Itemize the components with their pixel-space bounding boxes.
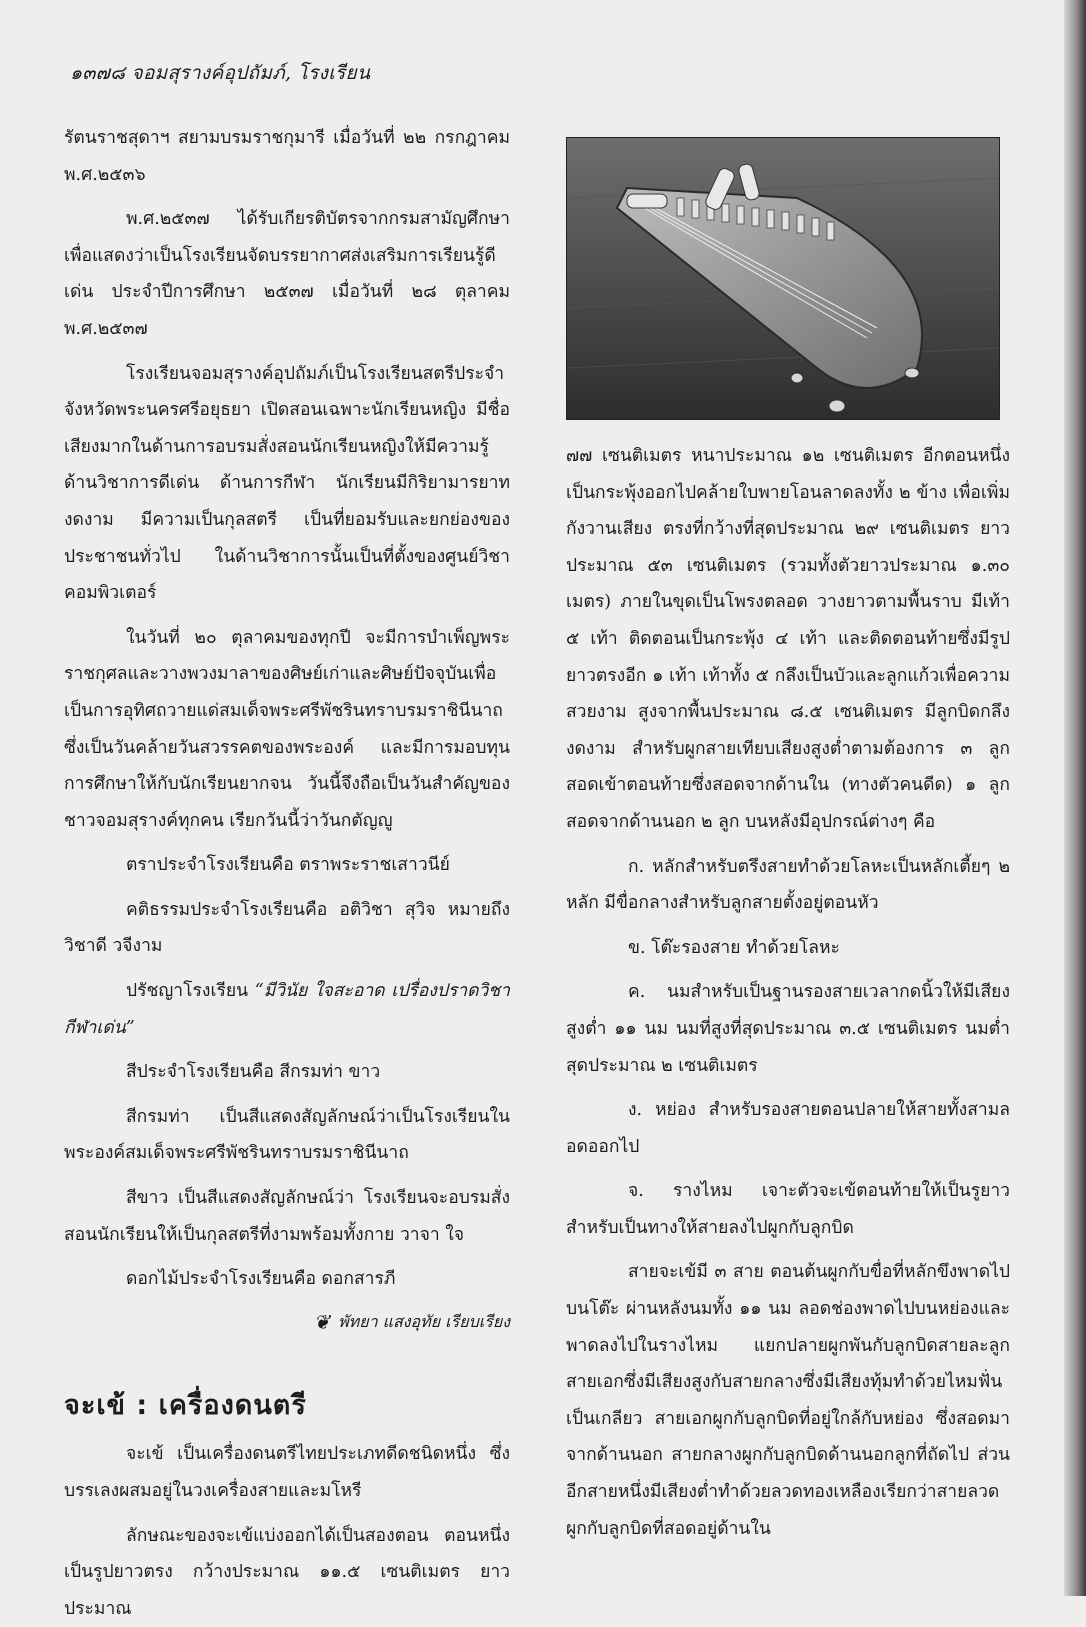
section-title: จะเข้ : เครื่องดนตรี: [64, 1390, 307, 1422]
list-item: ก. หลักสำหรับตรึงสายทำด้วยโลหะเป็นหลักเตี้ยๆ ๒ หลัก มีขื่อกลางสำหรับลูกสายตั้งอยู่ตอนหัว: [566, 856, 1010, 914]
running-head: ๑๓๗๘ จอมสุรางค์อุปถัมภ์, โรงเรียน: [70, 62, 371, 84]
paragraph: สีประจำโรงเรียนคือ สีกรมท่า ขาว: [126, 1062, 381, 1083]
jakhe-photo: [566, 137, 1000, 420]
paragraph: สายจะเข้มี ๓ สาย ตอนต้นผูกกับขื่อที่หลักขึงพาดไปบนโต๊ะ ผ่านหลังนมทั้ง ๑๑ นม ลอดช่องพาดไปบนหย่องและพาดลงไปในรางไหม แยกปลายผูกพันกับลูกบิดสายละลูก สายเอกซึ่งมีเสียงสูงกับสายกลางซึ่งมีเสียงทุ้มทำด้วยไหมฟั่นเป็นเกลียว สายเอกผูกกับลูกบิดที่อยู่ใกล้กับหย่อง ซึ่งสอดมาจากด้านนอก สายกลางผูกกับลูกบิดด้านนอกลูกที่ถัดไป ส่วนอีกสายหนึ่งมีเสียงต่ำทำด้วยลวดทองเหลืองเรียกว่าสายลวด ผูกกับลูกบิดที่สอดอยู่ด้านใน: [566, 1262, 1010, 1539]
paragraph: โรงเรียนจอมสุรางค์อุปถัมภ์เป็นโรงเรียนสตรีประจำจังหวัดพระนครศรีอยุธยา เปิดสอนเฉพาะนักเรียนหญิง มีชื่อเสียงมากในด้านการอบรมสั่งสอนนักเรียนหญิงให้มีความรู้ด้านวิชาการดีเด่น ด้านการกีฬา นักเรียนมีกิริยามารยาทงดงาม มีความเป็นกุลสตรี เป็นที่ยอมรับและยกย่องของประชาชนทั่วไป ในด้านวิชาการนั้นเป็นที่ตั้งของศูนย์วิชาคอมพิวเตอร์: [64, 363, 510, 604]
philosophy-prefix: ปรัชญาโรงเรียน: [126, 981, 255, 1002]
paragraph: สีกรมท่า เป็นสีแสดงสัญลักษณ์ว่าเป็นโรงเรียนในพระองค์สมเด็จพระศรีพัชรินทราบรมราชินีนาถ: [64, 1106, 510, 1164]
list-item: ค. นมสำหรับเป็นฐานรองสายเวลากดนิ้วให้มีเสียงสูงต่ำ ๑๑ นม นมที่สูงที่สุดประมาณ ๓.๕ เซนติเมตร นมต่ำสุดประมาณ ๒ เซนติเมตร: [566, 982, 1010, 1076]
paragraph: ลักษณะของจะเข้แบ่งออกได้เป็นสองตอน ตอนหนึ่งเป็นรูปยาวตรง กว้างประมาณ ๑๑.๕ เซนติเมตร ยาวประมาณ: [64, 1525, 510, 1619]
philosophy-paragraph: [64, 973, 510, 1046]
paragraph: สีขาว เป็นสีแสดงสัญลักษณ์ว่า โรงเรียนจะอบรมสั่งสอนนักเรียนให้เป็นกุลสตรีที่งามพร้อมทั้งกาย วาจา ใจ: [64, 1188, 510, 1245]
paragraph: รัตนราชสุดาฯ สยามบรมราชกุมารี เมื่อวันที่ ๒๒ กรกฎาคม พ.ศ.๒๕๓๖: [64, 128, 510, 185]
paragraph: คติธรรมประจำโรงเรียนคือ อติวิชา สุวิจ หมายถึง วิชาดี วจีงาม: [64, 899, 510, 957]
paragraph: ตราประจำโรงเรียนคือ ตราพระราชเสาวนีย์: [126, 855, 450, 876]
paragraph: ดอกไม้ประจำโรงเรียนคือ ดอกสารภี: [126, 1269, 396, 1290]
list-item: ข. โต๊ะรองสาย ทำด้วยโลหะ: [628, 937, 840, 958]
list-item: ง. หย่อง สำหรับรองสายตอนปลายให้สายทั้งสามลอดออกไป: [566, 1100, 1010, 1157]
paragraph: ๗๗ เซนติเมตร หนาประมาณ ๑๒ เซนติเมตร อีกตอนหนึ่งเป็นกระพุ้งออกไปคล้ายใบพายโอนลาดลงทั้ง ๒ ข้าง เพื่อเพิ่มกังวานเสียง ตรงที่กว้างที่สุดประมาณ ๒๙ เซนติเมตร ยาวประมาณ ๕๓ เซนติเมตร (รวมทั้งตัวยาวประมาณ ๑.๓๐ เมตร) ภายในขุดเป็นโพรงตลอด วางยาวตามพื้นราบ มีเท้า ๕ เท้า ติดตอนเป็นกระพุ้ง ๔ เท้า และติดตอนท้ายซึ่งมีรูปยาวตรงอีก ๑ เท้า เท้าทั้ง ๕ กลึงเป็นบัวและลูกแก้วเพื่อความสวยงาม สูงจากพื้นประมาณ ๘.๕ เซนติเมตร มีลูกบิดกลึงงดงาม สำหรับผูกสายเทียบเสียงสูงต่ำตามต้องการ ๓ ลูก สอดเข้าตอนท้ายซึ่งสอดจากด้านใน (ทางตัวคนดีด) ๑ ลูก สอดจากด้านนอก ๒ ลูก บนหลังมีอุปกรณ์ต่างๆ คือ: [566, 446, 1010, 832]
right-column: [566, 137, 1010, 1547]
paragraph: จะเข้ เป็นเครื่องดนตรีไทยประเภทดีดชนิดหนึ่ง ซึ่งบรรเลงผสมอยู่ในวงเครื่องสายและมโหรี: [64, 1444, 510, 1501]
author-credit: [64, 1304, 510, 1341]
left-column: [64, 120, 510, 1627]
philosophy-quote: “มีวินัย ใจสะอาด เปรื่องปราดวิชา กีฬาเด่น”: [64, 981, 510, 1038]
list-item: จ. รางไหม เจาะตัวจะเข้ตอนท้ายให้เป็นรูยาว สำหรับเป็นทางให้สายลงไปผูกกับลูกบิด: [566, 1181, 1010, 1238]
floral-ornament-icon: ❦: [313, 1310, 331, 1335]
jakhe-illustration: [567, 138, 999, 419]
page-edge-shadow: [1064, 0, 1086, 1596]
paragraph: พ.ศ.๒๕๓๗ ได้รับเกียรติบัตรจากกรมสามัญศึกษา เพื่อแสดงว่าเป็นโรงเรียนจัดบรรยากาศส่งเสริมการเรียนรู้ดีเด่น ประจำปีการศึกษา ๒๕๓๗ เมื่อวันที่ ๒๘ ตุลาคม พ.ศ.๒๕๓๗: [64, 209, 510, 339]
credit-text: พัทยา แสงอุทัย เรียบเรียง: [338, 1311, 510, 1331]
paragraph: ในวันที่ ๒๐ ตุลาคมของทุกปี จะมีการบำเพ็ญพระราชกุศลและวางพวงมาลาของศิษย์เก่าและศิษย์ปัจจุบันเพื่อเป็นการอุทิศถวายแด่สมเด็จพระศรีพัชรินทราบรมราชินีนาถ ซึ่งเป็นวันคล้ายวันสวรรคตของพระองค์ และมีการมอบทุนการศึกษาให้กับนักเรียนยากจน วันนี้จึงถือเป็นวันสำคัญของชาวจอมสุรางค์ทุกคน เรียกวันนี้ว่าวันกตัญญู: [64, 627, 510, 831]
